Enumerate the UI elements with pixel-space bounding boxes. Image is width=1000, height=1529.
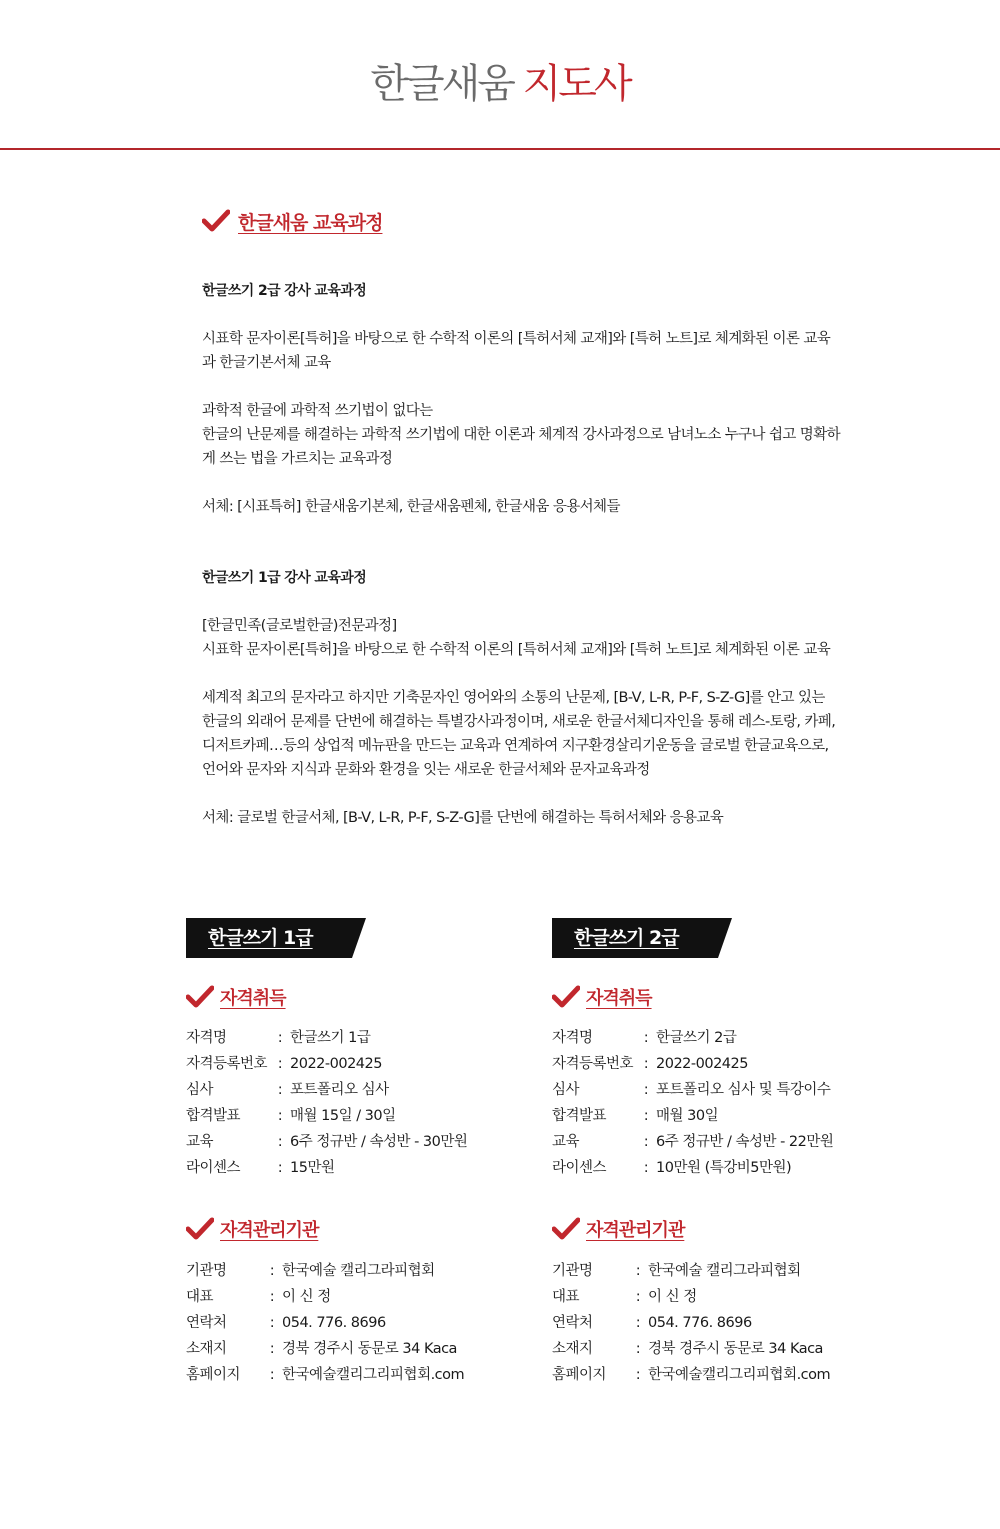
qual-key: 자격명: [552, 1030, 593, 1046]
page-header: [0, 0, 1000, 150]
org-row: 소재지 : 경북 경주시 동문로 34 Kaca: [186, 1336, 464, 1362]
org-row: 연락처 : 054. 776. 8696: [186, 1310, 464, 1336]
org-value: 한국예술캘리그리피협회.com: [282, 1367, 465, 1383]
qual-key: 심사: [552, 1082, 580, 1098]
grade-1-qual-heading-text: 자격취득: [220, 988, 286, 1009]
grade-2-org-list: [552, 1258, 830, 1388]
org-key: 소재지: [552, 1341, 593, 1357]
grade-1-qual-heading: [186, 981, 286, 1013]
qual-value: 6주 정규반 / 속성반 - 30만원: [290, 1134, 468, 1150]
qual-key: 자격등록번호: [186, 1056, 268, 1072]
grade-1-org-list: [186, 1258, 464, 1388]
grade-1-org-heading: [186, 1213, 318, 1245]
qual-value: 포트폴리오 심사 및 특강이수: [656, 1082, 831, 1098]
course-1-block: [202, 566, 842, 830]
qual-value: 매월 15일 / 30일: [290, 1108, 396, 1124]
org-row: 대표 : 이 신 정: [186, 1284, 464, 1310]
qual-value: 2022-002425: [656, 1056, 748, 1072]
qual-row: 심사 : 포트폴리오 심사 및 특강이수: [552, 1077, 833, 1103]
grade-2-badge: [552, 918, 718, 958]
org-value: 경북 경주시 동문로 34 Kaca: [282, 1341, 457, 1357]
course-1-paragraph: [한글민족(글로벌한글)전문과정] 시표학 문자이론[특허]을 바탕으로 한 수학적 이론의 [특허서체 교재]와 [특허 노트]로 체계화된 이론 교육: [202, 618, 831, 658]
qual-value: 15만원: [290, 1160, 335, 1176]
qual-value: 6주 정규반 / 속성반 - 22만원: [656, 1134, 834, 1150]
grade-1-org-heading-text: 자격관리기관: [220, 1220, 319, 1241]
grade-2-org-heading: [552, 1213, 684, 1245]
org-value: 054. 776. 8696: [648, 1315, 752, 1331]
qual-value: 매월 30일: [656, 1108, 719, 1124]
grade-2-badge-text: 한글쓰기 2급: [574, 927, 679, 949]
check-mark-icon: [552, 1217, 580, 1241]
course-2-paragraph: 서체: [시표특허] 한글새움기본체, 한글새움펜체, 한글새움 응용서체들: [202, 499, 620, 515]
qual-row: 심사 : 포트폴리오 심사: [186, 1077, 467, 1103]
check-mark-icon: [186, 1217, 214, 1241]
org-value: 한국예술 캘리그라피협회: [282, 1263, 435, 1279]
org-key: 대표: [552, 1289, 580, 1305]
org-key: 홈페이지: [552, 1367, 607, 1383]
qual-row: 합격발표 : 매월 15일 / 30일: [186, 1103, 467, 1129]
qual-row: 자격명 : 한글쓰기 2급: [552, 1025, 833, 1051]
qual-key: 합격발표: [186, 1108, 241, 1124]
qual-row: 교육 : 6주 정규반 / 속성반 - 30만원: [186, 1129, 467, 1155]
check-mark-icon: [186, 985, 214, 1009]
org-value: 054. 776. 8696: [282, 1315, 386, 1331]
qual-key: 교육: [186, 1134, 214, 1150]
org-key: 연락처: [552, 1315, 593, 1331]
curriculum-heading-text: 한글새움 교육과정: [238, 211, 383, 234]
org-row: 기관명 : 한국예술 캘리그라피협회: [186, 1258, 464, 1284]
qual-value: 한글쓰기 2급: [656, 1030, 737, 1046]
page-title-light: 한글새움: [370, 61, 523, 107]
course-2-block: [202, 279, 842, 519]
course-2-paragraph: 과학적 한글에 과학적 쓰기법이 없다는 한글의 난문제를 해결하는 과학적 쓰기법에 대한 이론과 체계적 강사과정으로 남녀노소 누구나 쉽고 명확하게 쓰는 법을 가르치는 교육과정: [202, 403, 841, 467]
grade-2-org-heading-text: 자격관리기관: [586, 1220, 685, 1241]
org-row: 연락처 : 054. 776. 8696: [552, 1310, 830, 1336]
grade-2-qual-heading: [552, 981, 652, 1013]
org-key: 소재지: [186, 1341, 227, 1357]
course-2-paragraph: 시표학 문자이론[특허]을 바탕으로 한 수학적 이론의 [특허서체 교재]와 [특허 노트]로 체계화된 이론 교육과 한글기본서체 교육: [202, 331, 831, 371]
check-mark-icon: [202, 209, 230, 233]
org-row: 기관명 : 한국예술 캘리그라피협회: [552, 1258, 830, 1284]
org-row: 대표 : 이 신 정: [552, 1284, 830, 1310]
qual-row: 자격등록번호 : 2022-002425: [552, 1051, 833, 1077]
org-value: 한국예술캘리그리피협회.com: [648, 1367, 831, 1383]
page-title-accent: 지도사: [522, 61, 630, 107]
org-key: 연락처: [186, 1315, 227, 1331]
qual-row: 합격발표 : 매월 30일: [552, 1103, 833, 1129]
qual-key: 라이센스: [186, 1160, 241, 1176]
check-mark-icon: [552, 985, 580, 1009]
org-key: 기관명: [186, 1263, 227, 1279]
qual-key: 자격등록번호: [552, 1056, 634, 1072]
org-row: 홈페이지 : 한국예술캘리그리피협회.com: [552, 1362, 830, 1388]
qual-value: 포트폴리오 심사: [290, 1082, 389, 1098]
qual-key: 자격명: [186, 1030, 227, 1046]
org-row: 홈페이지 : 한국예술캘리그리피협회.com: [186, 1362, 464, 1388]
qual-row: 라이센스 : 10만원 (특강비5만원): [552, 1155, 833, 1181]
grade-1-badge-text: 한글쓰기 1급: [208, 927, 313, 949]
org-value: 한국예술 캘리그라피협회: [648, 1263, 801, 1279]
qual-key: 교육: [552, 1134, 580, 1150]
qual-value: 2022-002425: [290, 1056, 382, 1072]
course-1-title: 한글쓰기 1급 강사 교육과정: [202, 570, 367, 586]
grade-2-qual-list: [552, 1025, 833, 1181]
qual-key: 합격발표: [552, 1108, 607, 1124]
qual-key: 라이센스: [552, 1160, 607, 1176]
course-1-paragraph: 세계적 최고의 문자라고 하지만 기축문자인 영어와의 소통의 난문제, [B-V, L-R, P-F, S-Z-G]를 안고 있는 한글의 외래어 문제를 단번에 해결하는 특별강사과정이며, 새로운 한글서체디자인을 통해 레스-토랑, 카페, 디저트카페…등의 상업적 메뉴판을 만드는 교육과 연계하여 지구환경살리기운동을 글로벌 한글교육으로, 언어와 문자와 지식과 문화와 환경을 잇는 새로운 한글서체와 문자교육과정: [202, 690, 836, 778]
org-value: 이 신 정: [282, 1289, 331, 1305]
org-row: 소재지 : 경북 경주시 동문로 34 Kaca: [552, 1336, 830, 1362]
grade-1-qual-list: [186, 1025, 467, 1181]
org-key: 대표: [186, 1289, 214, 1305]
qual-value: 한글쓰기 1급: [290, 1030, 371, 1046]
org-key: 홈페이지: [186, 1367, 241, 1383]
course-2-title: 한글쓰기 2급 강사 교육과정: [202, 283, 367, 299]
qual-row: 라이센스 : 15만원: [186, 1155, 467, 1181]
qual-key: 심사: [186, 1082, 214, 1098]
qual-row: 자격등록번호 : 2022-002425: [186, 1051, 467, 1077]
grade-2-qual-heading-text: 자격취득: [586, 988, 652, 1009]
org-value: 경북 경주시 동문로 34 Kaca: [648, 1341, 823, 1357]
grade-1-badge: [186, 918, 352, 958]
page-title: [0, 56, 1000, 112]
qual-row: 자격명 : 한글쓰기 1급: [186, 1025, 467, 1051]
org-value: 이 신 정: [648, 1289, 697, 1305]
course-1-paragraph: 서체: 글로벌 한글서체, [B-V, L-R, P-F, S-Z-G]를 단번에 해결하는 특허서체와 응용교육: [202, 810, 724, 826]
qual-value: 10만원 (특강비5만원): [656, 1160, 792, 1176]
org-key: 기관명: [552, 1263, 593, 1279]
qual-row: 교육 : 6주 정규반 / 속성반 - 22만원: [552, 1129, 833, 1155]
curriculum-heading: [202, 204, 382, 238]
